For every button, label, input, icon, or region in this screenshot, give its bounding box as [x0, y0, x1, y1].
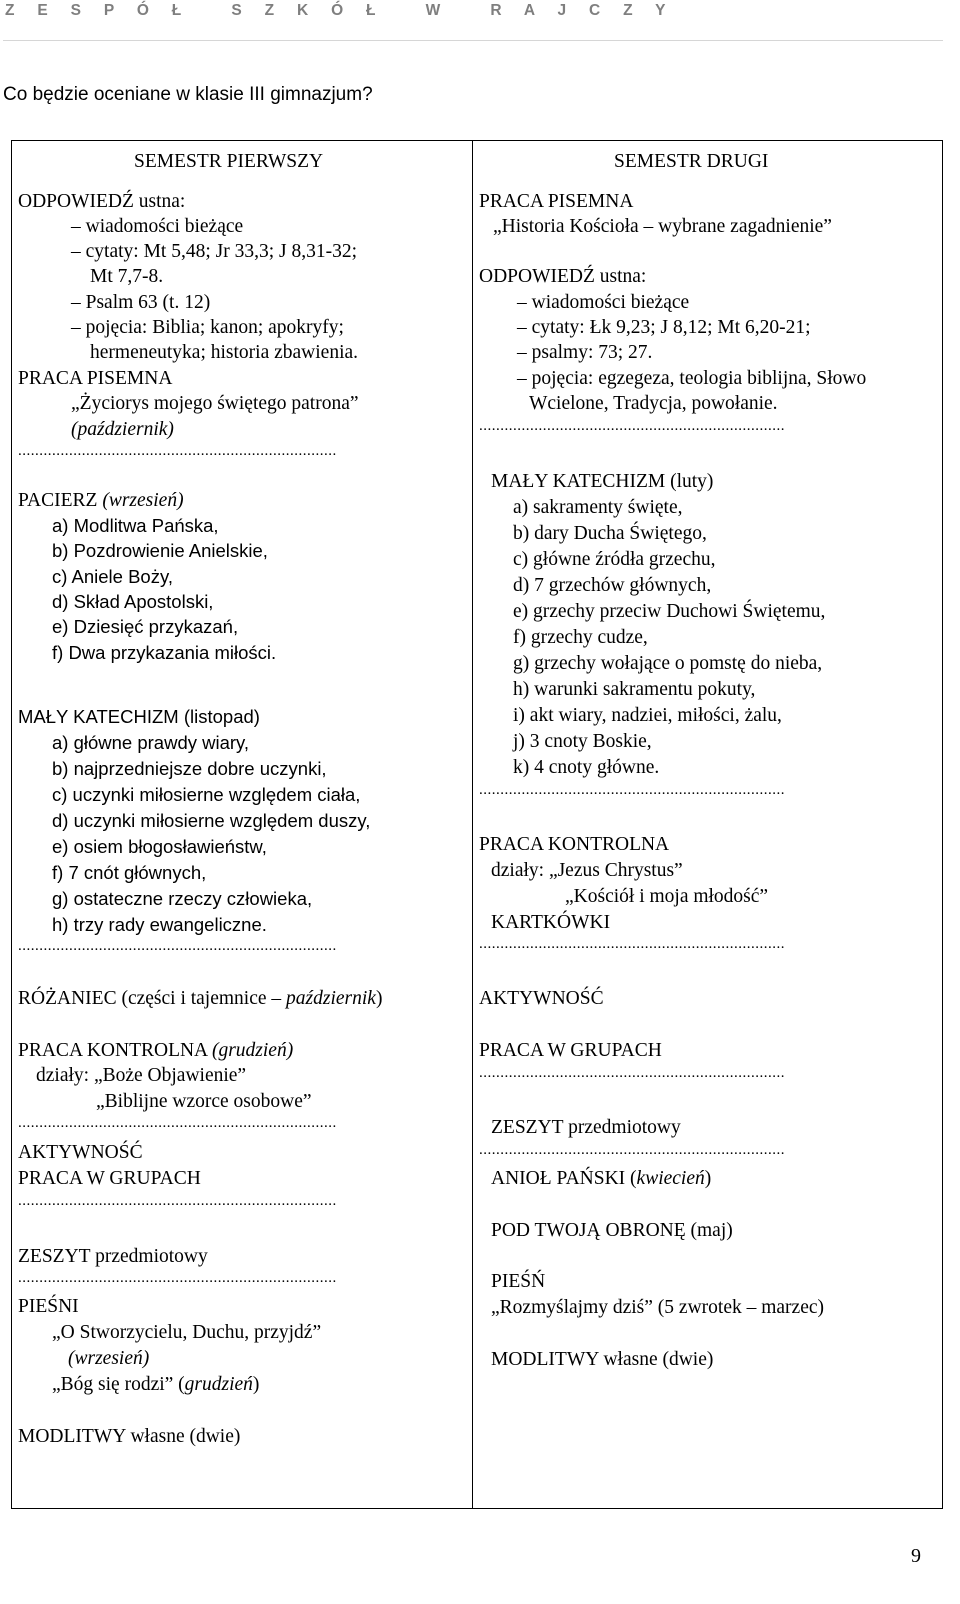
page-header [3, 0, 943, 41]
catechism-item: f) 7 cnót głównych, [52, 862, 207, 883]
dotted-separator: ........................................................................ [479, 784, 785, 796]
test-sections: „Biblijne wzorce osobowe” [96, 1091, 312, 1112]
rosary-close: ) [375, 988, 383, 1009]
school-name: Z E S P Ó Ł S Z K Ó Ł W R A J C Z Y [5, 2, 675, 19]
song-item: „O Stworzycielu, Duchu, przyjdź” [52, 1322, 322, 1343]
test-label [18, 1039, 293, 1063]
catechism-item: e) osiem błogosławieństw, [52, 836, 267, 857]
catechism-item: h) trzy rady ewangeliczne. [52, 914, 267, 935]
test-sections: działy: „Jezus Chrystus” [491, 860, 683, 881]
written-work-label: PRACA PISEMNA [18, 368, 173, 389]
pacierz-item: b) Pozdrowienie Anielskie, [52, 540, 268, 561]
catechism-item: c) uczynki miłosierne względem ciała, [52, 784, 361, 805]
song-month: (wrzesień) [68, 1348, 150, 1369]
catechism-item: h) warunki sakramentu pokuty, [513, 679, 756, 700]
pacierz-item: c) Aniele Boży, [52, 566, 173, 587]
catechism-item: a) główne prawdy wiary, [52, 732, 250, 753]
pacierz-item: d) Skład Apostolski, [52, 591, 214, 612]
oral-item: Wcielone, Tradycja, powołanie. [529, 393, 778, 414]
oral-answer-label: ODPOWIEDŹ ustna: [18, 191, 186, 212]
song-item: „Bóg się rodzi” (grudzień) [52, 1374, 260, 1395]
written-work-label: PRACA PISEMNA [479, 191, 634, 212]
catechism-item: j) 3 cnoty Boskie, [513, 731, 652, 752]
quizzes-label: KARTKÓWKI [491, 912, 611, 933]
pacierz-item: f) Dwa przykazania miłości. [52, 642, 277, 663]
semester-two-heading: SEMESTR DRUGI [614, 151, 769, 172]
test-label: PRACA KONTROLNA [479, 834, 670, 855]
catechism-item: a) sakramenty święte, [513, 497, 683, 518]
catechism-item: b) najprzedniejsze dobre uczynki, [52, 758, 327, 779]
notebook-label: ZESZYT przedmiotowy [491, 1117, 681, 1138]
songs-label: PIEŚNI [18, 1296, 79, 1317]
column-divider [472, 140, 473, 1509]
angelus-close: ) [704, 1168, 712, 1189]
oral-item: – pojęcia: egzegeza, teologia biblijna, Słowo [517, 368, 867, 389]
dotted-separator: ........................................................................ [479, 1067, 785, 1079]
dotted-separator: ........................................................................... [18, 1272, 337, 1284]
notebook-label: ZESZYT przedmiotowy [18, 1246, 208, 1267]
dotted-separator: ........................................................................ [479, 938, 785, 950]
pacierz-label [18, 489, 184, 513]
pacierz-title: PACIERZ [18, 490, 98, 511]
dotted-separator: ........................................................................... [18, 1195, 337, 1207]
catechism-item: e) grzechy przeciw Duchowi Świętemu, [513, 601, 826, 622]
oral-item: Mt 7,7-8. [90, 266, 164, 287]
catechism-item: g) grzechy wołające o pomstę do nieba, [513, 653, 823, 674]
page-number: 9 [911, 1545, 921, 1567]
oral-item: – wiadomości bieżące [517, 292, 690, 313]
test-month: (grudzień) [211, 1040, 294, 1061]
rosary-label [18, 987, 382, 1011]
song-item: „Rozmyślajmy dziś” (5 zwrotek – marzec) [491, 1297, 824, 1318]
test-sections: działy: „Boże Objawienie” [36, 1065, 247, 1086]
pacierz-month: (wrzesień) [102, 490, 184, 511]
dotted-separator: ........................................................................... [18, 445, 337, 457]
group-work-label: PRACA W GRUPACH [479, 1040, 662, 1061]
oral-item: – cytaty: Mt 5,48; Jr 33,3; J 8,31-32; [71, 241, 357, 262]
pacierz-item: e) Dziesięć przykazań, [52, 616, 239, 637]
catechism-label: MAŁY KATECHIZM (luty) [491, 471, 714, 492]
test-title: PRACA KONTROLNA [18, 1040, 208, 1061]
written-work-topic: „Historia Kościoła – wybrane zagadnienie” [493, 216, 832, 237]
page-title: Co będzie oceniane w klasie III gimnazjum? [3, 84, 373, 105]
angelus-label [491, 1167, 711, 1191]
catechism-item: f) grzechy cudze, [513, 627, 648, 648]
oral-item: hermeneutyka; historia zbawienia. [90, 342, 359, 363]
oral-item: – wiadomości bieżące [71, 216, 244, 237]
dotted-separator: ........................................................................... [18, 1117, 337, 1129]
activity-label: AKTYWNOŚĆ [479, 988, 604, 1009]
semester-one-heading: SEMESTR PIERWSZY [134, 151, 324, 172]
catechism-item: d) uczynki miłosierne względem duszy, [52, 810, 371, 831]
sub-tuum-label: POD TWOJĄ OBRONĘ (maj) [491, 1220, 733, 1241]
oral-item: – Psalm 63 (t. 12) [71, 292, 211, 313]
song-label: PIEŚŃ [491, 1271, 546, 1292]
oral-item: – psalmy: 73; 27. [517, 342, 653, 363]
dotted-separator: ........................................................................ [479, 420, 785, 432]
catechism-item: k) 4 cnoty główne. [513, 757, 660, 778]
dotted-separator: ........................................................................ [479, 1144, 785, 1156]
song-month: grudzień [184, 1374, 253, 1395]
catechism-label: MAŁY KATECHIZM (listopad) [18, 706, 260, 727]
catechism-item: d) 7 grzechów głównych, [513, 575, 712, 596]
rosary-text: RÓŻANIEC (części i tajemnice – [18, 988, 282, 1009]
rosary-month: październik [286, 988, 376, 1009]
written-work-month: (październik) [71, 419, 174, 440]
oral-item: – cytaty: Łk 9,23; J 8,12; Mt 6,20-21; [517, 317, 811, 338]
angelus-month: kwiecień [636, 1168, 705, 1189]
dotted-separator: ........................................................................... [18, 940, 337, 952]
prayers-label: MODLITWY własne (dwie) [18, 1426, 241, 1447]
catechism-item: i) akt wiary, nadziei, miłości, żalu, [513, 705, 782, 726]
catechism-item: g) ostateczne rzeczy człowieka, [52, 888, 313, 909]
catechism-item: b) dary Ducha Świętego, [513, 523, 707, 544]
test-sections: „Kościół i moja młodość” [565, 886, 769, 907]
song-title: „Bóg się rodzi” [52, 1374, 174, 1395]
catechism-item: c) główne źródła grzechu, [513, 549, 716, 570]
oral-answer-label: ODPOWIEDŹ ustna: [479, 266, 647, 287]
oral-item: – pojęcia: Biblia; kanon; apokryfy; [71, 317, 344, 338]
activity-label: AKTYWNOŚĆ [18, 1142, 143, 1163]
pacierz-item: a) Modlitwa Pańska, [52, 515, 219, 536]
written-work-topic: „Życiorys mojego świętego patrona” [71, 393, 359, 414]
prayers-label: MODLITWY własne (dwie) [491, 1349, 714, 1370]
group-work-label: PRACA W GRUPACH [18, 1168, 201, 1189]
angelus-title: ANIOŁ PAŃSKI ( [491, 1168, 637, 1189]
